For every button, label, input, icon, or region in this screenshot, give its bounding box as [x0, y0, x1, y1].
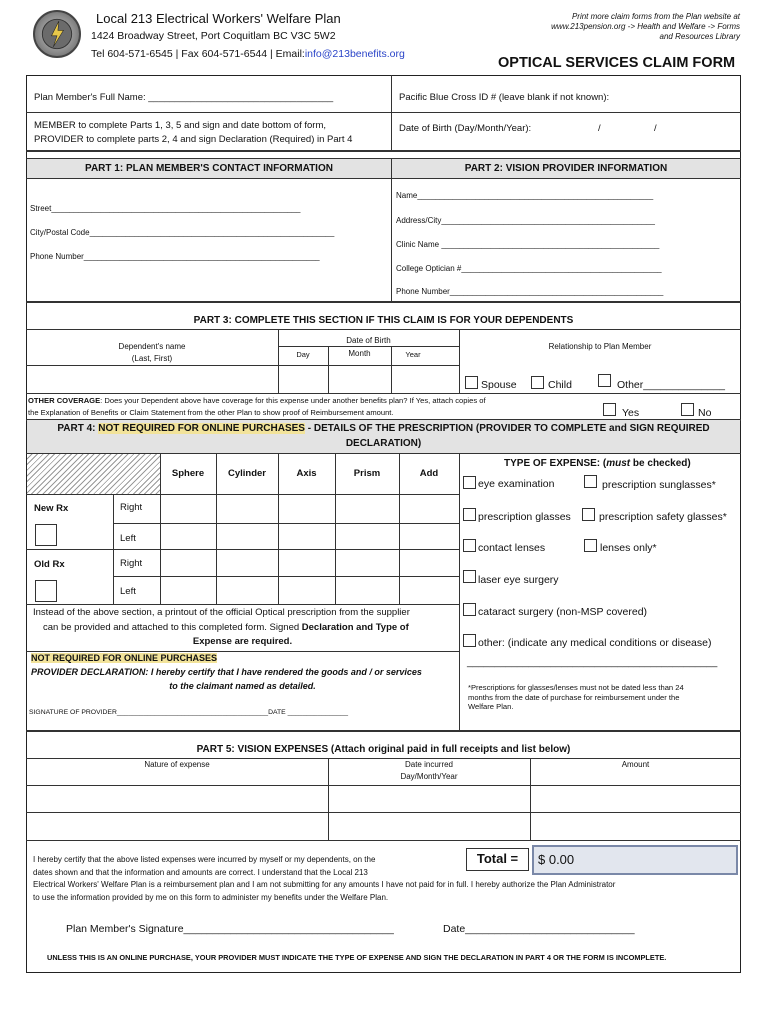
col-add: Add [419, 468, 439, 479]
divider [278, 346, 459, 347]
note-line3: Welfare Plan. [468, 702, 514, 711]
phone-field[interactable]: Phone Number_____________________________________________________ [30, 252, 320, 261]
other-relationship-field[interactable]: Other______________ [617, 379, 726, 391]
child-label: Child [548, 379, 572, 391]
old-rx-checkbox[interactable] [35, 580, 57, 602]
provider-declaration2: to the claimant named as detailed. [169, 681, 316, 691]
laser-checkbox[interactable] [463, 570, 476, 583]
other-coverage-question: : Does your Dependent above have coverage for this expense under another benefits plan? If Yes, attach copies of [100, 396, 486, 405]
print-note-line1: Print more claim forms from the Plan website at [571, 12, 740, 21]
divider [26, 604, 459, 605]
old-rx-label: Old Rx [34, 559, 65, 570]
org-address: 1424 Broadway Street, Port Coquitlam BC V3C 5W2 [91, 30, 336, 42]
part2-title: PART 2: VISION PROVIDER INFORMATION [464, 163, 668, 174]
clinic-name-field[interactable]: Clinic Name _________________________________________________ [396, 240, 660, 249]
divider [26, 393, 741, 394]
cataract-checkbox[interactable] [463, 603, 476, 616]
laser-label: laser eye surgery [478, 574, 559, 586]
cert-line3: Electrical Workers' Welfare Plan is a reimbursement plan and I am not submitting for any amounts I have not paid for in full. I hereby authorize the Plan Administrator [33, 880, 616, 889]
rx-glasses-label: prescription glasses [478, 511, 571, 523]
instead-line3: Expense are required. [192, 636, 293, 647]
col-sphere: Sphere [171, 468, 205, 479]
rx-sunglasses-checkbox[interactable] [584, 475, 597, 488]
expense-title-c: be checked) [630, 458, 691, 469]
eye-exam-label: eye examination [478, 478, 555, 490]
day-label: Day [296, 350, 310, 359]
divider [459, 329, 460, 393]
new-rx-left: Left [120, 533, 136, 544]
provider-declaration: PROVIDER DECLARATION: I hereby certify that I have rendered the goods and / or services [31, 667, 422, 677]
provider-address-field[interactable]: Address/City________________________________________________ [396, 216, 655, 225]
spouse-label: Spouse [481, 379, 517, 391]
year-label: Year [405, 350, 421, 359]
contact-lenses-checkbox[interactable] [463, 539, 476, 552]
divider [459, 453, 460, 730]
logo-emblem [35, 12, 79, 56]
month-label: Month [348, 349, 371, 358]
dependent-name-label: Dependent's name [118, 342, 186, 351]
divider [26, 812, 741, 813]
expense-title-must: must [606, 458, 631, 469]
lenses-only-checkbox[interactable] [584, 539, 597, 552]
col-prism: Prism [353, 468, 381, 479]
divider [26, 329, 741, 330]
email-link[interactable]: info@213benefits.org [304, 48, 405, 60]
print-note-line3: and Resources Library [659, 32, 740, 41]
divider [26, 158, 741, 159]
optician-field[interactable]: College Optician #_____________________________________________ [396, 264, 662, 273]
divider [113, 523, 459, 524]
other-expense-label: other: (indicate any medical conditions or disease) [478, 637, 712, 649]
provider-name-field[interactable]: Name_____________________________________________________ [396, 191, 654, 200]
other-relationship-checkbox[interactable] [598, 374, 611, 387]
street-field[interactable]: Street________________________________________________________ [30, 204, 301, 213]
rx-sunglasses-label: prescription sunglasses* [602, 479, 716, 491]
lenses-only-label: lenses only* [600, 542, 657, 554]
rx-glasses-checkbox[interactable] [463, 508, 476, 521]
cert-line2: dates shown and that the information and amounts are correct. I understand that the Local 213 [33, 867, 368, 877]
instead-line2-a: can be provided and attached to this completed form. Signed [43, 622, 302, 633]
divider [26, 758, 741, 759]
cataract-label: cataract surgery (non-MSP covered) [478, 606, 648, 618]
divider [26, 840, 741, 841]
print-note [480, 12, 740, 42]
dependent-name-sub: (Last, First) [131, 354, 173, 363]
cert-line1: I hereby certify that the above listed expenses were incurred by myself or my dependents, on the [33, 855, 376, 864]
nature-header: Nature of expense [144, 760, 210, 769]
eye-exam-checkbox[interactable] [463, 476, 476, 489]
date-incurred-header: Date incurred [404, 760, 454, 769]
provider-signature-field[interactable]: SIGNATURE OF PROVIDER________________________________________DATE ________________ [29, 709, 349, 716]
other-expense-checkbox[interactable] [463, 634, 476, 647]
cert-line4: to use the information provided by me on this form to administer my benefits under the Welfare Plan. [33, 892, 389, 902]
contact-text: Tel 604-571-6545 | Fax 604-571-6544 | Email: [91, 48, 305, 60]
divider [530, 758, 531, 840]
rx-safety-label: prescription safety glasses* [599, 511, 727, 523]
date-format-header: Day/Month/Year [400, 772, 458, 781]
instead-line2 [43, 622, 409, 633]
coverage-no-label: No [698, 407, 712, 419]
part4-title-b: - DETAILS OF THE PRESCRIPTION (PROVIDER TO COMPLETE and SIGN REQUIRED [304, 423, 710, 434]
form-title: OPTICAL SERVICES CLAIM FORM [498, 55, 736, 71]
divider [26, 549, 459, 550]
part1-title: PART 1: PLAN MEMBER'S CONTACT INFORMATION [85, 163, 333, 174]
pbc-id-field[interactable]: Pacific Blue Cross ID # (leave blank if not known): [399, 92, 610, 103]
instructions-line1: MEMBER to complete Parts 1, 3, 5 and sign and date bottom of form, [34, 120, 327, 131]
instructions-line2: PROVIDER to complete parts 2, 4 and sign Declaration (Required) in Part 4 [34, 134, 353, 145]
amount-header: Amount [621, 760, 650, 769]
contact-lenses-label: contact lenses [478, 542, 546, 554]
expense-title [504, 458, 691, 469]
divider [26, 494, 459, 495]
divider [391, 158, 392, 301]
divider [26, 178, 741, 179]
instead-line2-b: Declaration and Type of [301, 622, 409, 633]
print-note-line2: www.213pension.org -> Health and Welfare -> Forms [551, 22, 740, 31]
local-213-logo [33, 10, 81, 58]
dob-slash: / [598, 123, 601, 134]
part4-title-highlight: NOT REQUIRED FOR ONLINE PURCHASES [98, 423, 305, 434]
rx-grid-hatched [27, 454, 160, 494]
spouse-checkbox[interactable] [465, 376, 478, 389]
relationship-label: Relationship to Plan Member [548, 342, 652, 351]
note-line1: *Prescriptions for glasses/lenses must not be dated less than 24 [468, 683, 684, 692]
part3-title: PART 3: COMPLETE THIS SECTION IF THIS CLAIM IS FOR YOUR DEPENDENTS [193, 315, 574, 326]
instead-line1: Instead of the above section, a printout of the official Optical prescription from the supplier [33, 607, 410, 618]
provider-phone-field[interactable]: Phone Number________________________________________________ [396, 287, 664, 296]
total-amount-field[interactable]: $ 0.00 [532, 845, 738, 875]
divider [26, 112, 741, 113]
prescription-note [468, 683, 684, 712]
rx-safety-checkbox[interactable] [582, 508, 595, 521]
other-coverage-text [28, 396, 588, 405]
divider [113, 576, 459, 577]
part4-title-a: PART 4: [57, 423, 99, 434]
dep-dob-label: Date of Birth [346, 336, 391, 345]
total-label: Total = [466, 848, 529, 871]
new-rx-label: New Rx [34, 503, 69, 514]
member-date-field[interactable]: Date_____________________________ [443, 923, 635, 935]
divider [26, 785, 741, 786]
member-name-field[interactable]: Plan Member's Full Name: ___________________________________ [34, 92, 334, 103]
coverage-yes-checkbox[interactable] [603, 403, 616, 416]
col-cylinder: Cylinder [227, 468, 266, 479]
divider [26, 365, 459, 366]
city-field[interactable]: City/Postal Code_______________________________________________________ [30, 228, 335, 237]
member-signature-field[interactable]: Plan Member's Signature____________________________________ [66, 923, 394, 935]
old-rx-right: Right [120, 558, 143, 569]
org-name: Local 213 Electrical Workers' Welfare Plan [96, 11, 341, 26]
footer-warning: UNLESS THIS IS AN ONLINE PURCHASE, YOUR PROVIDER MUST INDICATE THE TYPE OF EXPENSE AND SIGN THE DECLARATION IN PART 4 OR THE FORM IS INCOMPLETE. [47, 953, 667, 962]
part4-title [27, 423, 740, 434]
divider [26, 730, 741, 732]
new-rx-checkbox[interactable] [35, 524, 57, 546]
other-coverage-label: OTHER COVERAGE [28, 396, 101, 405]
dob-slash: / [654, 123, 657, 134]
coverage-no-checkbox[interactable] [681, 403, 694, 416]
divider [328, 758, 329, 840]
not-required-online: NOT REQUIRED FOR ONLINE PURCHASES [31, 653, 218, 663]
old-rx-left: Left [120, 586, 136, 597]
org-contact [91, 48, 405, 60]
child-checkbox[interactable] [531, 376, 544, 389]
col-axis: Axis [296, 468, 317, 479]
note-line2: months from the date of purchase for reimbursement under the [468, 692, 680, 702]
part4-title-c: DECLARATION) [345, 438, 422, 449]
divider [26, 150, 741, 152]
coverage-yes-label: Yes [622, 407, 640, 419]
part5-title: PART 5: VISION EXPENSES (Attach original paid in full receipts and list below) [196, 744, 571, 755]
new-rx-right: Right [120, 502, 143, 513]
other-coverage-text2: the Explanation of Benefits or Claim Statement from the other Plan to show proof of Reimbursement amount. [28, 408, 394, 417]
dob-field[interactable]: Date of Birth (Day/Month/Year): [399, 123, 532, 134]
other-expense-field[interactable]: _____________________________________________ [467, 657, 718, 668]
divider [26, 301, 741, 303]
divider [26, 651, 459, 652]
expense-title-a: TYPE OF EXPENSE: ( [504, 458, 607, 469]
